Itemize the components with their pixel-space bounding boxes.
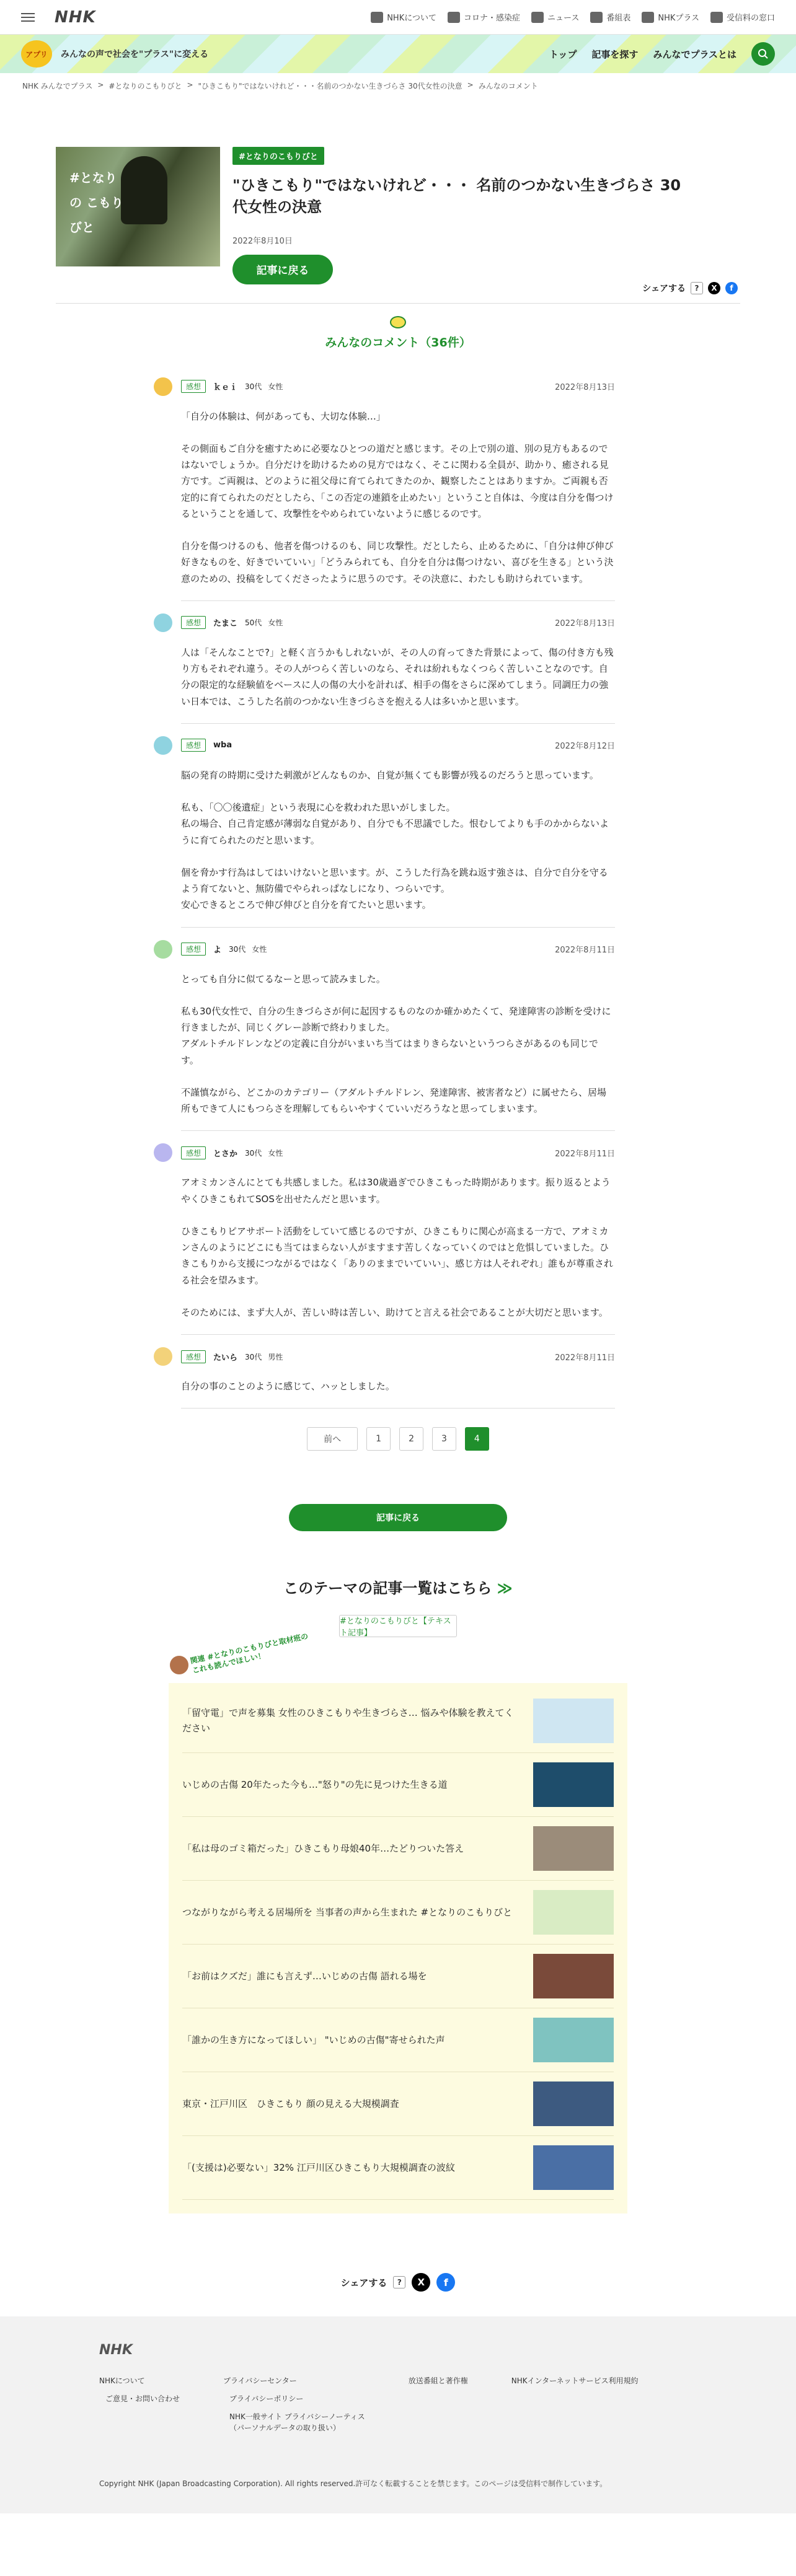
related-label-text: 関連 #となりのこもりびと取材班の これも読んでほしい！ — [189, 1632, 309, 1675]
footer-link[interactable]: 放送番組と著作権 — [408, 2376, 468, 2386]
page-1[interactable]: 1 — [366, 1427, 391, 1451]
comment-age: 50代 — [245, 618, 262, 628]
divider — [56, 303, 740, 304]
comment-gender: 女性 — [268, 382, 283, 392]
footer-logo[interactable]: NHK — [99, 2342, 133, 2358]
silhouette — [121, 156, 167, 224]
nav-top[interactable]: トップ — [549, 48, 577, 60]
share-bar-bottom — [0, 2273, 796, 2292]
share-label: シェアする — [642, 284, 686, 294]
plus-logo[interactable]: アプリ — [21, 40, 52, 68]
comment-text: 不謹慎ながら、どこかのカテゴリー（アダルトチルドレン、発達障害、被害者など）に属せたら、居場所もできて人にもつらさを理解してもらいやすくていいだろうなと思ってしまいます。 — [181, 1086, 607, 1115]
footer — [0, 2316, 796, 2513]
nav-about[interactable] — [371, 11, 436, 23]
page-2[interactable]: 2 — [399, 1427, 423, 1451]
footer-link[interactable]: プライバシーセンター — [223, 2376, 297, 2386]
article-title: "ひきこもり"ではないけれど・・・ 名前のつかない生きづらさ 30代女性の決意 — [232, 177, 681, 216]
related-article-link[interactable] — [182, 1881, 614, 1945]
comment-text: 「自分の体験は、何があっても、大切な体験…」 — [181, 410, 386, 422]
nav-label: 番組表 — [606, 14, 631, 23]
comment-badge: 感想 — [181, 1350, 206, 1363]
nav-label: NHKについて — [387, 14, 436, 23]
footer-link[interactable]: プライバシーポリシー — [229, 2394, 304, 2404]
nav-label: NHKプラス — [658, 14, 699, 23]
related-article-title: つながりながら考える居場所を 当事者の声から生まれた #となりのこもりびと — [182, 1906, 513, 1918]
nav-label: 受信料の窓口 — [726, 14, 775, 23]
related-article-title: 「私は母のゴミ箱だった」ひきこもり母娘40年…たどりついた答え — [182, 1842, 464, 1854]
page-4-current[interactable]: 4 — [465, 1427, 489, 1451]
building-icon — [371, 12, 383, 23]
comment-gender: 女性 — [268, 618, 283, 628]
comment-badge: 感想 — [181, 1146, 206, 1159]
comment-nickname: たまこ — [213, 619, 238, 629]
prev-page-button[interactable]: 前へ — [307, 1427, 358, 1451]
comment-item — [181, 724, 615, 928]
comment-text: 自分を傷つけるのも、他者を傷つけるのも、同じ攻撃性。だとしたら、止めるために、「自分は伸び伸び好きなものを、好きでいていい」「どうみられても、自分を自分は傷つけない、喜びを生きる」という決意のための、投稿をしてくださったように思うのです。その決意に、わたしも助けられています。 — [181, 540, 614, 584]
comment-text: 私も、「〇〇後遺症」という表現に心を救われた思いがしました。 私の場合、自己肯定感が薄弱な自覚があり、自分でも不思議でした。恨むしてよりも手のかからないように育てられたのだと思います。 — [181, 802, 609, 846]
comment-age: 30代 — [245, 1148, 262, 1158]
comment-nickname: よ — [213, 946, 222, 956]
comment-badge: 感想 — [181, 739, 206, 752]
nav-plus[interactable] — [642, 11, 699, 23]
comment-date: 2022年8月13日 — [555, 619, 615, 629]
comment-item — [181, 928, 615, 1132]
menu-icon[interactable] — [21, 12, 37, 23]
share-bar — [642, 282, 738, 294]
double-chevron-icon: ≫ — [497, 1580, 513, 1598]
nav-corona[interactable] — [448, 11, 520, 23]
footer-link[interactable]: NHK一般サイト プライバシーノーティス （パーソナルデータの取り扱い） — [229, 2412, 365, 2433]
breadcrumb-item[interactable]: #となりのこもりびと — [108, 82, 182, 90]
breadcrumb — [0, 81, 796, 91]
related-article-thumbnail — [533, 1699, 614, 1743]
related-article-title: 「(支援は)必要ない」32% 江戸川区ひきこもり大規模調査の波紋 — [182, 2161, 455, 2173]
related-article-title: 東京・江戸川区 ひきこもり 顔の見える大規模調査 — [182, 2098, 399, 2109]
related-article-link[interactable] — [182, 1753, 614, 1817]
x-icon[interactable]: X — [412, 2273, 430, 2292]
help-icon[interactable]: ? — [393, 2276, 405, 2288]
article-tag[interactable]: #となりのこもりびと — [232, 147, 324, 165]
page-3[interactable]: 3 — [432, 1427, 456, 1451]
article-thumbnail — [56, 147, 220, 266]
breadcrumb-sep: > — [187, 81, 193, 89]
related-article-link[interactable] — [182, 1817, 614, 1881]
related-article-title: 「お前はクズだ」誰にも言えず…いじめの古傷 語れる場を — [182, 1970, 427, 1982]
breadcrumb-item: みんなのコメント — [478, 82, 538, 90]
comment-text: とっても自分に似てるなーと思って読みました。 — [181, 973, 386, 985]
comment-date: 2022年8月11日 — [555, 1353, 615, 1363]
nav-about-plus[interactable]: みんなでプラスとは — [653, 48, 736, 60]
house-icon — [710, 12, 723, 23]
comment-date: 2022年8月11日 — [555, 1149, 615, 1159]
related-article-title: いじめの古傷 20年たった今も…"怒り"の先に見つけた生きる道 — [182, 1778, 448, 1790]
comment-age: 30代 — [245, 1352, 262, 1361]
comment-nickname: ｋｅｉ — [213, 383, 238, 393]
related-article-thumbnail — [533, 1762, 614, 1807]
comment-date: 2022年8月12日 — [555, 742, 615, 752]
comment-bubble-icon — [390, 316, 406, 328]
theme-title: このテーマの記事一覧はこちら — [283, 1580, 492, 1598]
help-icon[interactable]: ? — [691, 282, 703, 294]
comment-nickname: たいら — [213, 1353, 238, 1363]
nav-news[interactable] — [531, 11, 579, 23]
service-band — [0, 35, 796, 73]
service-nav — [549, 42, 775, 66]
related-articles-box — [169, 1632, 627, 2213]
footer-link[interactable]: NHKインターネットサービス利用規約 — [511, 2376, 639, 2386]
article-header — [56, 147, 738, 294]
comment-item — [181, 365, 615, 601]
footer-link[interactable]: NHKについて — [99, 2376, 145, 2386]
related-article-thumbnail — [533, 1826, 614, 1871]
facebook-icon[interactable]: f — [436, 2273, 455, 2292]
comment-text: そのためには、まず大人が、苦しい時は苦しい、助けてと言える社会であることが大切だと思います。 — [181, 1306, 608, 1318]
user-avatar-icon — [154, 1143, 172, 1162]
search-icon — [758, 48, 769, 59]
related-article-link[interactable] — [182, 2008, 614, 2072]
related-article-thumbnail — [533, 2145, 614, 2190]
footer-link[interactable]: ご意見・お問い合わせ — [105, 2394, 180, 2404]
reporter-avatar — [169, 1655, 190, 1676]
related-label — [169, 1632, 314, 1676]
service-title: みんなの声で社会を"プラス"に変える — [61, 50, 209, 59]
comment-date: 2022年8月11日 — [555, 946, 615, 956]
comment-text: ひきこもりピアサポート活動をしていて感じるのですが、ひきこもりに関心が高まる一方で、アオミカンさんのようにどこにも当てはまらない人がますます苦しくなっていくのではと危惧していました。ひきこもりから支援につながるではなく「ありのままでいていい」、感じ方は人それぞれ」誰もが尊重される社会を望みます。 — [181, 1225, 614, 1286]
comments-title: みんなのコメント（36件） — [325, 335, 471, 349]
comment-gender: 女性 — [252, 945, 267, 954]
comment-item — [181, 1335, 615, 1409]
breadcrumb-item[interactable]: "ひきこもり"ではないけれど・・・名前のつかない生きづらさ 30代女性の決意 — [198, 82, 462, 90]
related-article-thumbnail — [533, 1890, 614, 1935]
tv-icon — [642, 12, 654, 23]
comment-nickname: wba — [213, 741, 232, 750]
comment-date: 2022年8月13日 — [555, 383, 615, 393]
user-avatar-icon — [154, 736, 172, 755]
comment-item — [181, 1131, 615, 1335]
top-nav — [371, 11, 775, 23]
x-icon[interactable]: X — [708, 282, 720, 294]
nav-fee[interactable] — [710, 11, 775, 23]
comment-badge: 感想 — [181, 943, 206, 956]
nav-label: ニュース — [547, 14, 580, 23]
comment-badge: 感想 — [181, 380, 206, 393]
calendar-icon — [590, 12, 603, 23]
pagination — [0, 1427, 796, 1451]
nav-program[interactable] — [590, 11, 630, 23]
related-article-link[interactable] — [182, 1689, 614, 1753]
comment-item — [181, 601, 615, 724]
comment-age: 30代 — [245, 382, 262, 392]
comment-text: 脳の発育の時期に受けた刺激がどんなものか、自覚が無くても影響が残るのだろうと思っています。 — [181, 769, 599, 781]
user-avatar-icon — [154, 940, 172, 959]
copyright: Copyright NHK (Japan Broadcasting Corporation). All rights reserved.許可なく転載することを禁じます。このページは受信料で制作しています。 — [99, 2479, 608, 2489]
nav-label: コロナ・感染症 — [463, 14, 520, 23]
user-avatar-icon — [154, 613, 172, 632]
breadcrumb-item[interactable]: NHK みんなでプラス — [22, 82, 93, 90]
theme-tag-button[interactable]: #となりのこもりびと【テキスト記事】 — [339, 1615, 457, 1637]
related-article-link[interactable] — [182, 2072, 614, 2136]
comment-gender: 男性 — [268, 1352, 283, 1361]
comment-text: その側面もご自分を癒すために必要なひとつの道だと感じます。その上で別の道、別の見方もあるのではないでしょうか。自分だけを助けるための見方ではなく、そこに関わる全員が、助かり、癒される見方です。ご両親は、どのように祖父母に育てられてきたのか、観察したことはありますか。ご両親も否定的に育てられたのだとしたら、「この否定の連鎖を止めたい」ということ自体は、今度は自分を傷つけるということを通して、攻撃性をやめられていないように感じるのです。 — [181, 442, 614, 519]
comment-text: アオミカンさんにとても共感しました。私は30歳過ぎでひきこもった時期があります。振り返るとようやくひきこもれてSOSを出せたんだと思います。 — [181, 1177, 611, 1205]
user-avatar-icon — [154, 377, 172, 396]
related-article-thumbnail — [533, 2081, 614, 2126]
user-avatar-icon — [154, 1347, 172, 1366]
comment-list — [181, 365, 615, 1409]
comment-text: 私も30代女性で、自分の生きづらさが何に起因するものなのか確かめたくて、発達障害の診断を受けに行きましたが、同じくグレー診断で終わりました。 アダルトチルドレンなどの定義に自分がいまいち当てはまりきらないというつらさがあるのも同じです。 — [181, 1005, 611, 1066]
theme-heading[interactable] — [0, 1576, 796, 1598]
comment-text: 自分の事のことのように感じて、ハッとしました。 — [181, 1381, 395, 1392]
nav-search-articles[interactable]: 記事を探す — [591, 48, 639, 60]
related-article-link[interactable] — [182, 2136, 614, 2200]
comment-gender: 女性 — [268, 1148, 283, 1158]
comments-header — [0, 316, 796, 350]
top-bar — [0, 0, 796, 35]
comment-badge: 感想 — [181, 616, 206, 629]
related-article-thumbnail — [533, 2018, 614, 2062]
virus-icon — [448, 12, 460, 23]
share-label: シェアする — [340, 2277, 387, 2288]
article-date: 2022年8月10日 — [232, 236, 293, 246]
back-to-article-button[interactable]: 記事に戻る — [232, 255, 333, 284]
facebook-icon[interactable]: f — [725, 282, 738, 294]
related-article-link[interactable] — [182, 1945, 614, 2008]
thumbnail-text: #となりの こもりびと — [69, 170, 123, 235]
comment-nickname: とさか — [213, 1149, 238, 1159]
related-article-thumbnail — [533, 1954, 614, 1998]
breadcrumb-sep: > — [467, 81, 474, 89]
comment-age: 30代 — [229, 945, 246, 954]
breadcrumb-sep: > — [97, 81, 104, 89]
back-to-article-button-bottom[interactable]: 記事に戻る — [289, 1504, 507, 1531]
comment-text: 個を脅かす行為はしてはいけないと思います。が、こうした行為を跳ね返す強さは、自分で自分を守るよう育てないと、無防備でやられっぱなしになり、つらいです。 安心できるところで伸び伸びと自分を育てたいと思います。 — [181, 866, 608, 911]
comment-text: 人は「そんなことで?」と軽く言うかもしれないが、その人の育ってきた背景によって、傷の付き方も残り方もそれぞれ違う。その人がつらく苦しいのなら、それは紛れもなくつらく苦しいことなのです。自分の限定的な経験値をベースに人の傷の大小を計れば、相手の傷をさらに深めてしまう。同調圧力の強い日本では、こうした名前のつかない生きづらさを抱える人は多いかと思います。 — [181, 646, 614, 707]
related-article-title: 「留守電」で声を募集 女性のひきこもりや生きづらさ… 悩みや体験を教えてください — [182, 1707, 514, 1734]
related-article-title: 「誰かの生き方になってほしい」 "いじめの古傷"寄せられた声 — [182, 2034, 445, 2046]
news-icon — [531, 12, 544, 23]
search-button[interactable] — [751, 42, 775, 66]
nhk-logo[interactable]: NHK — [55, 7, 96, 27]
